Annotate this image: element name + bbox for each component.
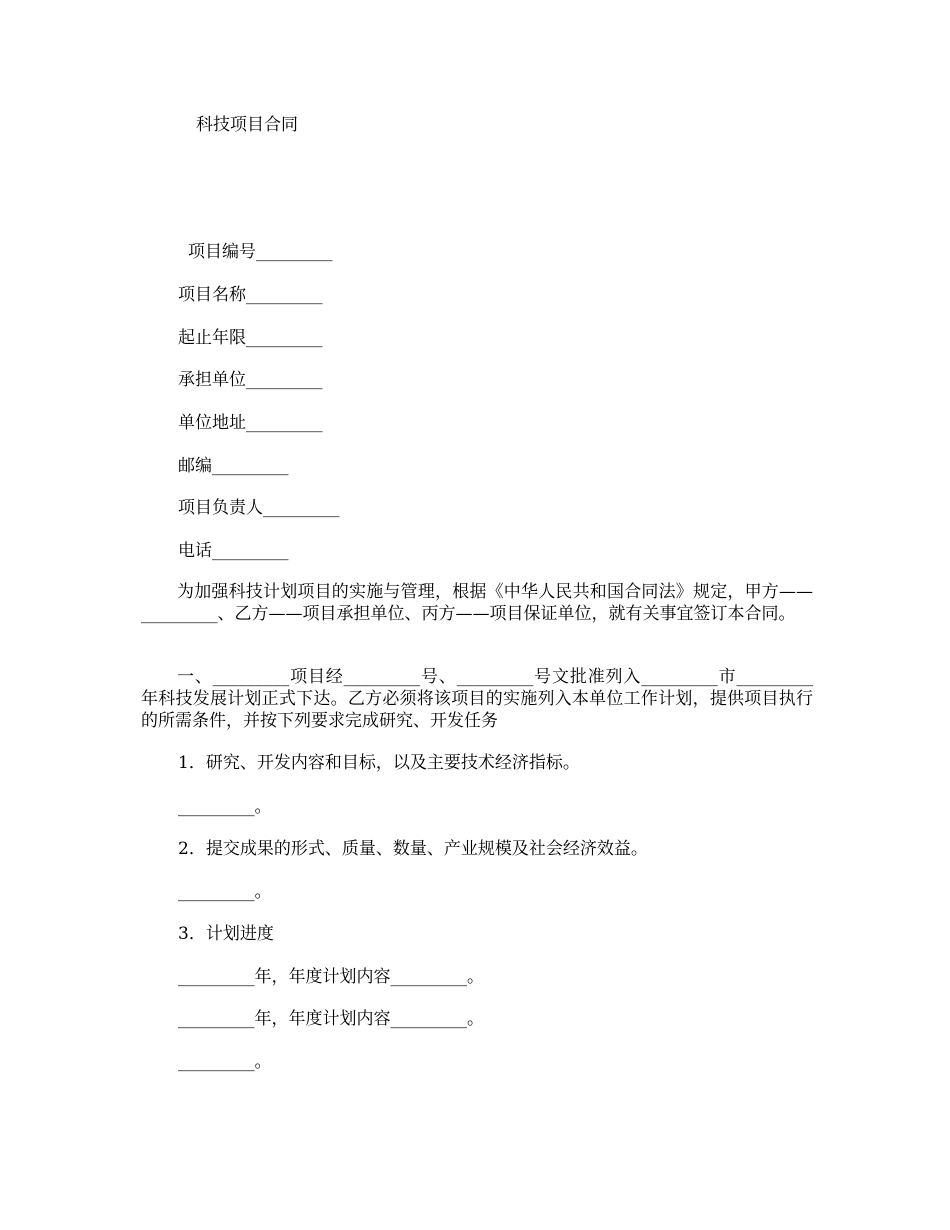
item-2-blank: _________。 — [178, 882, 272, 902]
field-unit-address: 单位地址_________ — [178, 413, 323, 433]
field-undertaking-unit: 承担单位_________ — [178, 370, 323, 390]
clause-one-paragraph: 一、_________项目经_________号、_________号文批准列入_________市_________年科技发展计划正式下达。乙方必须将该项目的实施列入本单位工作计划，提供项目执行的所需条件，并按下列要求完成研究、开发任务 — [141, 667, 813, 731]
item-3-schedule-line-2: _________年，年度计划内容_________。 — [178, 1009, 484, 1029]
item-3-heading: 3．计划进度 — [178, 924, 274, 944]
item-1-heading: 1．研究、开发内容和目标，以及主要技术经济指标。 — [178, 753, 580, 773]
field-phone: 电话_________ — [178, 541, 289, 561]
item-2-heading: 2．提交成果的形式、质量、数量、产业规模及社会经济效益。 — [178, 839, 648, 859]
field-project-leader: 项目负责人_________ — [178, 498, 340, 518]
field-project-number: 项目编号_________ — [188, 242, 333, 262]
preamble-paragraph: 为加强科技计划项目的实施与管理，根据《中华人民共和国合同法》规定，甲方——_________、乙方——项目承担单位、丙方——项目保证单位，就有关事宜签订本合同。 — [141, 582, 813, 624]
field-project-name: 项目名称_________ — [178, 285, 323, 305]
field-start-end-period: 起止年限_________ — [178, 328, 323, 348]
field-postcode: 邮编_________ — [178, 456, 289, 476]
item-3-schedule-line-1: _________年，年度计划内容_________。 — [178, 967, 484, 987]
item-1-blank: _________。 — [178, 797, 272, 817]
document-title: 科技项目合同 — [196, 115, 298, 135]
item-3-schedule-line-3: _________。 — [178, 1052, 272, 1072]
